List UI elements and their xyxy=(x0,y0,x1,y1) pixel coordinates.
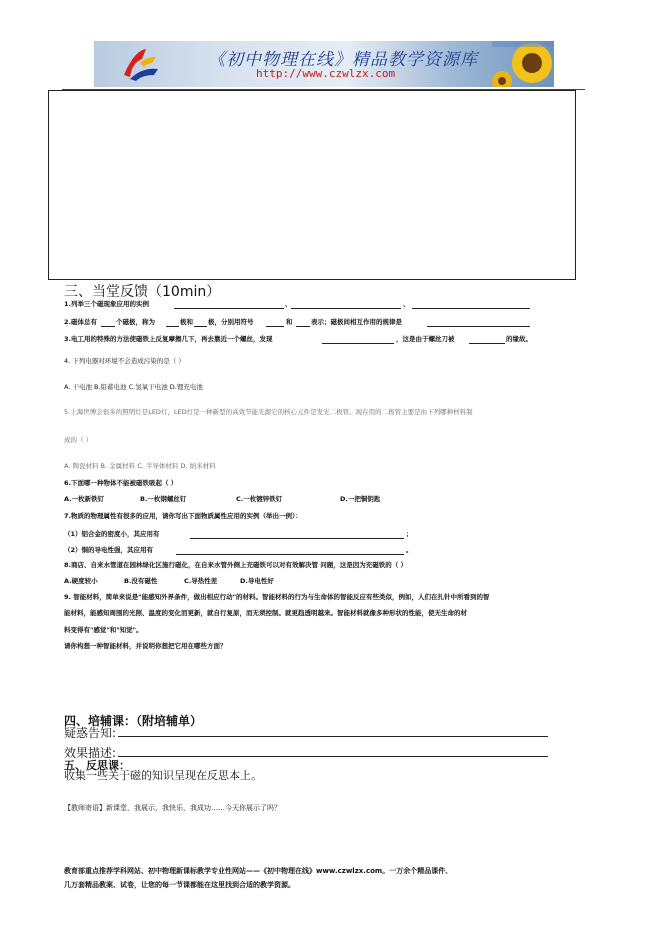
q7-part-1: （1）铝合金的密度小，其应用有 xyxy=(64,530,160,538)
section3-heading: 三、当堂反馈（10min） xyxy=(64,284,221,300)
q9-line3: 料变得有"感觉"和"知觉"。 xyxy=(64,626,143,634)
q5-line1: 5.上海世博会很多的照明灯是LED灯，LED灯是一种新型的高效节能光源它的核心元件是发光二极管。现在用的二极管主要是由下列哪种材料制 xyxy=(64,408,473,416)
q2-blank xyxy=(194,326,207,327)
q3-part: ，这是由于螺丝刀被 xyxy=(396,335,455,343)
q1-separator: 、 xyxy=(285,300,292,308)
q1-blank-3 xyxy=(412,308,530,309)
q7-intro: 7.物质的物理属性有很多的应用，请你写出下面物质属性应用的实例（举出一例）： xyxy=(64,512,302,520)
q2-blank xyxy=(101,326,115,327)
q3-part: 的缘故。 xyxy=(506,335,532,343)
footer-line1: 教育部重点推荐学科网站、初中物理新课标教学专业性网站——《初中物理在线》www.czwlzx.com。一万余个精品课件、 xyxy=(64,867,453,875)
section5-heading: 五、反思课： xyxy=(64,759,130,772)
q9-line2: 能材料，能感知周围的光照、温度的变化而更新，就自行复原，而无须控制。就更趋透明越来。智能材料就像多种形状的性能，使无生命的材 xyxy=(64,609,467,617)
q3-blank xyxy=(469,343,505,344)
q6-option-b: B.一枚钢螺丝钉 xyxy=(140,495,187,503)
q2-blank xyxy=(266,326,284,327)
q2-part: 个磁极，称为 xyxy=(116,318,155,326)
q1-blank-2 xyxy=(291,308,401,309)
q2-part: 2.磁体总有 xyxy=(64,318,97,326)
q2-part: 表示；磁极间相互作用的规律是 xyxy=(311,318,402,326)
q1-text: 1.列举三个磁现象应用的实例 xyxy=(64,300,149,308)
sunflower-icon xyxy=(492,41,554,87)
q8-text: 8.商店、自来水管道在园林绿化区施行磁化，在自来水管外侧上充磁铁可以对有效解决管 问题，这是因为充磁铁的（ ） xyxy=(64,561,408,569)
q5-line2: 成的（ ） xyxy=(64,436,93,444)
q7-end: 。 xyxy=(406,546,413,554)
header-banner xyxy=(94,41,554,87)
q2-part: 极和 xyxy=(180,318,193,326)
q8-option-d: D.导电性好 xyxy=(240,577,274,585)
q6-option-a: A.一枚新铁钉 xyxy=(64,495,105,503)
doubt-label: 疑惑告知: xyxy=(64,726,117,740)
section4-heading: 四、培辅课：（附培辅单） xyxy=(64,714,203,728)
doubt-line xyxy=(118,736,548,737)
q8-option-c: C.导热性差 xyxy=(184,577,218,585)
q1-blank-1 xyxy=(174,308,284,309)
q8-option-b: B.没有磁性 xyxy=(124,577,158,585)
q6-option-c: C.一枚镀锌铁钉 xyxy=(236,495,283,503)
q9-question: 请你构想一种智能材料，并说明你想把它用在哪些方面？ xyxy=(64,642,227,650)
q3-blank xyxy=(322,343,394,344)
effect-line xyxy=(118,756,548,757)
q4-options: A. 干电池 B.铅蓄电池 C.氢氧干电池 D.锂充电池 xyxy=(64,383,203,391)
q3-part: 3.电工用的特殊的方法使磁铁上反复摩擦几下，再去靠近一个螺丝，发现 xyxy=(64,335,273,343)
q6-text: 6.下面哪一种物体不能被磁铁吸起（ ） xyxy=(64,479,178,487)
q7-end: ； xyxy=(406,530,413,538)
q8-option-a: A.硬度较小 xyxy=(64,577,98,585)
banner-url: http://www.czwlzx.com xyxy=(256,67,396,80)
q4-text: 4. 下列电器对环境不会造成污染的是（ ） xyxy=(64,357,185,365)
footer-line2: 几万套精品教案、试卷，让您的每一节课都能在这里找到合适的教学资源。 xyxy=(64,881,295,889)
q5-options: A. 陶瓷材料 B. 金属材料 C. 半导体材料 D. 纳米材料 xyxy=(64,462,216,470)
q2-part: 和 xyxy=(286,318,293,326)
q2-blank xyxy=(296,326,310,327)
effect-label: 效果描述: xyxy=(64,746,117,760)
q7-blank-2 xyxy=(176,554,404,555)
q1-separator: 、 xyxy=(403,300,410,308)
q9-line1: 9. 智能材料，简单来说是"能感知外界条件，做出相应行动"的材料。智能材料的行为与生命体的智能反应有些类似，例如，人们在扎针中所看到的智 xyxy=(64,593,490,601)
blank-frame xyxy=(48,90,576,280)
logo-icon xyxy=(120,45,160,83)
q7-part-2: （2）铜的导电性强，其应用有 xyxy=(64,546,154,554)
q7-blank-1 xyxy=(190,538,404,539)
q6-option-d: D.一把铜钥匙 xyxy=(340,495,381,503)
q2-part: 极，分别用符号 xyxy=(208,318,254,326)
q2-blank xyxy=(427,326,530,327)
banner-title: 《初中物理在线》精品教学资源库 xyxy=(208,50,478,70)
q2-blank xyxy=(166,326,179,327)
collect-text: 收集一些关于磁的知识呈现在反思本上。 xyxy=(64,769,262,782)
teacher-quote: 【教师寄语】新课堂，我展示，我快乐，我成功……今天你展示了吗？ xyxy=(64,804,281,812)
